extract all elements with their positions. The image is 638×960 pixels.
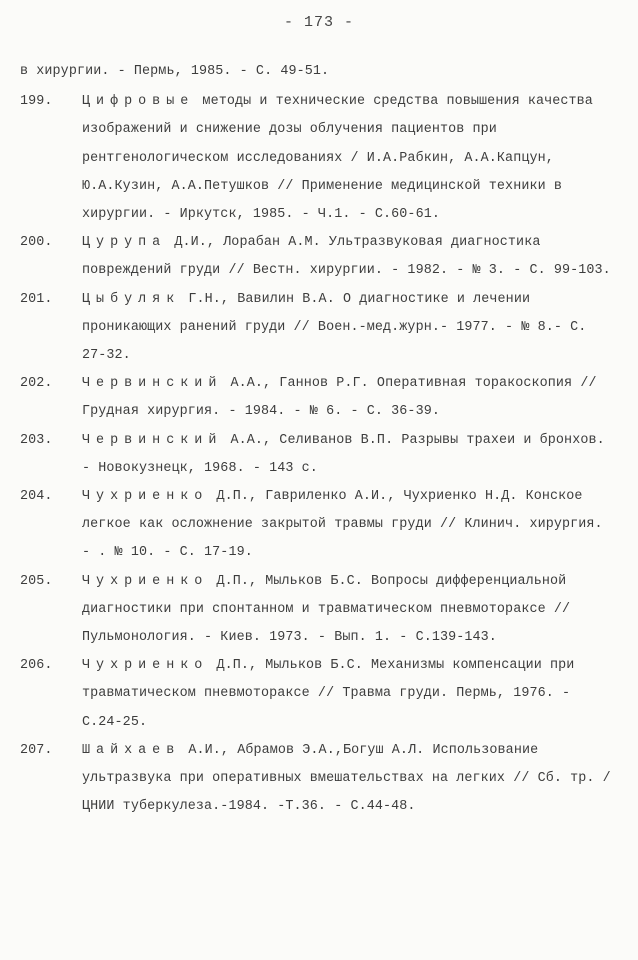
page-number: - 173 - [283,14,354,31]
entry-number: 206. [20,658,53,674]
entry-number: 203. [20,432,53,448]
entry-text [82,427,616,483]
bibliography-entry [20,737,616,822]
entry-number: 200. [20,235,53,251]
bibliography-entry [20,483,616,568]
entry-text [82,483,616,568]
entry-author: Цурупа [82,235,167,251]
entry-number: 201. [20,291,53,307]
bibliography-entry [20,568,616,653]
entry-citation: Д.П., Мыльков Б.С. Вопросы дифференциальной диагностики при спонтанном и травматическом пневмотораксе // Пульмонология. - Киев. 1973. - Вып. 1. - С.139-143. [82,573,571,646]
entry-text [82,737,616,822]
entry-author: Шайхаев [82,742,181,758]
entry-citation: Д.П., Мыльков Б.С. Механизмы компенсации при травматическом пневмотораксе // Травма груди. Пермь, 1976. - С.24-25. [82,658,575,730]
entry-author: Чухриенко [82,489,209,505]
bibliography-entry [20,370,616,426]
entry-text [82,370,616,426]
entry-author: Червинский [82,376,223,392]
entry-number: 199. [20,94,53,110]
entry-text [82,652,616,737]
continuation-entry [20,58,616,86]
entry-author: Цифровые [82,94,195,110]
entry-number: 207. [20,742,53,758]
entries-container [20,88,616,821]
bibliography-entry [20,286,616,371]
bibliography-list [20,58,616,821]
entry-author: Цыбуляк [82,291,181,307]
entry-text [82,229,616,285]
entry-number: 205. [20,573,53,589]
entry-number: 202. [20,376,53,392]
entry-number: 204. [20,489,53,505]
bibliography-entry [20,427,616,483]
bibliography-entry [20,88,616,229]
entry-author: Чухриенко [82,658,209,674]
entry-citation: Д.И., Лорабан А.М. Ультразвуковая диагностика повреждений груди // Вестн. хирургии. - 1982. - № 3. - С. 99-103. [82,235,611,279]
entry-citation: А.А., Ганнов Р.Г. Оперативная торакоскопия // Грудная хирургия. - 1984. - № 6. - С. 36-39. [82,376,597,420]
bibliography-entry [20,229,616,285]
continuation-text: в хирургии. - Пермь, 1985. - С. 49-51. [20,64,330,79]
entry-citation: Д.П., Гавриленко А.И., Чухриенко Н.Д. Конское легкое как осложнение закрытой травмы груди // Клинич. хирургия. - . № 10. - С. 17-19. [82,489,603,561]
entry-citation: Г.Н., Вавилин В.А. О диагностике и лечении проникающих ранений груди // Воен.-мед.журн.- 1977. - № 8.- С. 27-32. [82,291,587,364]
bibliography-entry [20,652,616,737]
entry-text [82,286,616,371]
entry-text [82,568,616,653]
entry-citation: А.И., Абрамов Э.А.,Богуш А.Л. Использование ультразвука при оперативных вмешательствах на легких // Сб. тр. / ЦНИИ туберкулеза.-1984. -Т.36. - С.44-48. [82,742,611,815]
entry-text [82,88,616,229]
entry-author: Чухриенко [82,573,209,589]
entry-citation: А.А., Селиванов В.П. Разрывы трахеи и бронхов. - Новокузнецк, 1968. - 143 с. [82,432,605,476]
entry-author: Червинский [82,432,223,448]
entry-citation: методы и технические средства повышения качества изображений и снижение дозы облучения пациентов при рентгенологическом исследованиях / И.А.Рабкин, А.А.Капцун, Ю.А.Кузин, А.А.Петушков // Применение медицинской техники в хирургии. - Иркутск, 1985. - Ч.1. - С.60-61. [82,94,593,223]
